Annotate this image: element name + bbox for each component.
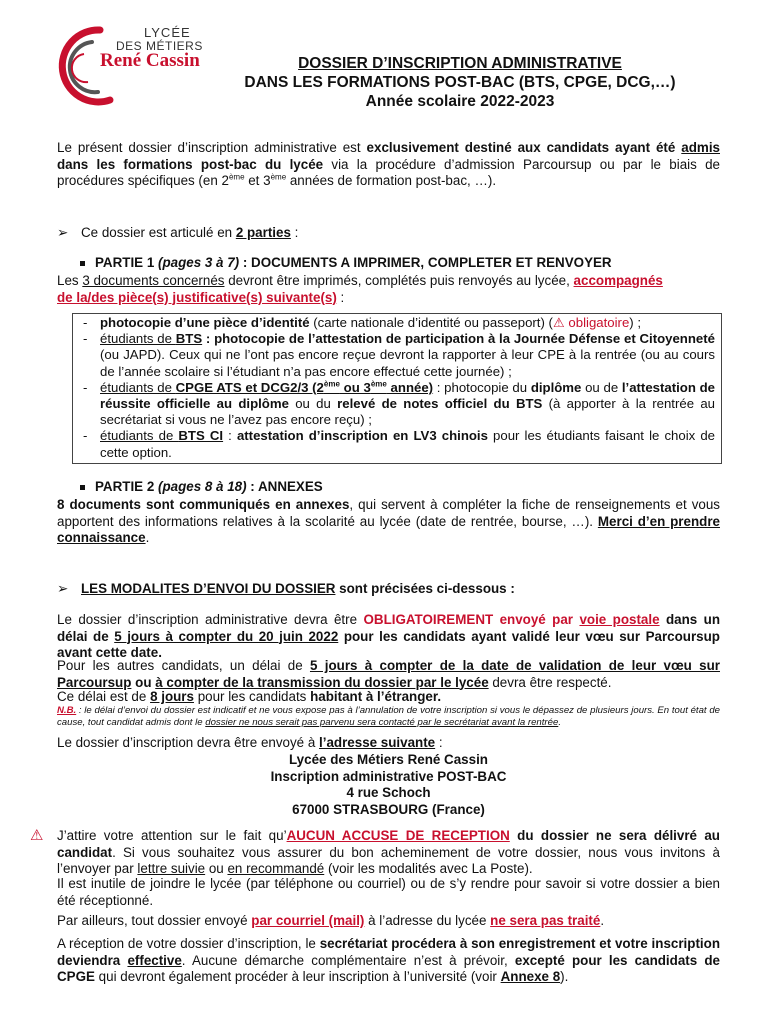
intro-paragraph: Le présent dossier d’inscription administrative est exclusivement destiné aux candidats ayant été admis dans les formations post-bac du lycée via la procédure d’admission Parcoursup ou par le biais de procédures spécifiques (en 2ème et 3ème années de formation post-bac, …). <box>57 140 720 188</box>
reception-paragraph: A réception de votre dossier d’inscription, le secrétariat procédera à son enregistrement et votre inscription deviendra effective. Aucune démarche complémentaire n’est à prévoir, excepté pour les candidats de CPGE qui devront également procéder à leur inscription à l’université (voir Annexe 8). <box>57 936 720 984</box>
arrow-bullet-icon: ➢ <box>57 581 69 596</box>
adresse-block <box>57 752 720 818</box>
envoi-paragraph-3: Ce délai est de 8 jours pour les candidats habitant à l’étranger. <box>57 689 442 704</box>
adresse-line: 67000 STRASBOURG (France) <box>292 801 485 817</box>
arrow-bullet-icon: ➢ <box>57 225 69 240</box>
courriel-paragraph: Par ailleurs, tout dossier envoyé par courriel (mail) à l’adresse du lycée ne sera pas traité. <box>57 913 605 928</box>
title-line-3: Année scolaire 2022-2023 <box>365 93 555 110</box>
part2-description: 8 documents sont communiqués en annexes, qui servent à compléter la fiche de renseignements et vous apportent des informations relatives à la scolarité au lycée (date de rentrée, bourse, …). Merci d’en prendre connaissance. <box>57 497 720 545</box>
adresse-line: 4 rue Schoch <box>346 785 431 800</box>
list-item: - étudiants de CPGE ATS et DCG2/3 (2ème ou 3ème année) : photocopie du diplôme ou de l’attestation de réussite officielle au diplôme ou du relevé de notes officiel du BTS (à apporter à la rentrée au secrétariat si vous ne l’avez pas encore reçu) ; <box>83 379 716 428</box>
adresse-intro: Le dossier d’inscription devra être envoyé à l’adresse suivante : <box>57 735 443 750</box>
structure-line: ➢ Ce dossier est articulé en 2 parties : <box>57 225 299 240</box>
title-line-2: DANS LES FORMATIONS POST-BAC (BTS, CPGE, DCG,…) <box>244 74 676 91</box>
list-item: - étudiants de BTS CI : attestation d’inscription en LV3 chinois pour les étudiants faisant le choix de cette option. <box>83 428 716 460</box>
list-item: - photocopie d’une pièce d’identité (carte nationale d’identité ou passeport) (⚠ obligatoire) ; <box>83 315 642 330</box>
envoi-paragraph: Le dossier d’inscription administrative devra être OBLIGATOIREMENT envoyé par voie postale dans un délai de 5 jours à compter du 20 juin 2022 pour les candidats ayant validé leur vœu sur Parcoursup avant cette date. <box>57 612 721 660</box>
attention-paragraph: J’attire votre attention sur le fait qu’AUCUN ACCUSE DE RECEPTION du dossier ne sera délivré au candidat. Si vous souhaitez vous assurer du bon acheminement de votre dossier, nous vous invitons à l’envoyer par lettre suivie ou en recommandé (voir les modalités avec La Poste). <box>57 828 720 876</box>
modalites-heading: ➢ LES MODALITES D’ENVOI DU DOSSIER sont précisées ci-dessous : <box>57 581 515 596</box>
documents-box <box>72 313 722 464</box>
list-item: - étudiants de BTS : photocopie de l’attestation de participation à la Journée Défense et Citoyenneté (ou JAPD). Ceux qui ne l’ont pas encore reçue devront la rapporter à leur CPE à la rentrée (ou au cours de l’année scolaire si l’étudiant n’a pas encore effectué cette journée) ; <box>83 331 715 379</box>
warning-icon: ⚠ <box>552 315 565 330</box>
nb-note: N.B. : le délai d’envoi du dossier est indicatif et ne vous expose pas à l’annulation de votre inscription si vous le dépassez de plusieurs jours. En tout état de cause, tout candidat admis dont le dossier ne nous serait pas parvenu sera contacté par le secrétariat avant la rentrée. <box>57 705 720 728</box>
logo-line-lycee: LYCÉE <box>144 25 191 40</box>
title-line-1: DOSSIER D’INSCRIPTION ADMINISTRATIVE <box>298 55 622 72</box>
page-title <box>200 54 720 111</box>
adresse-line: Inscription administrative POST-BAC <box>270 768 507 784</box>
part2-heading: PARTIE 2 (pages 8 à 18) : ANNEXES <box>80 479 720 496</box>
adresse-line: Lycée des Métiers René Cassin <box>289 752 488 767</box>
square-bullet-icon <box>80 261 85 266</box>
logo-line-metiers: DES MÉTIERS <box>116 39 203 53</box>
part1-heading: PARTIE 1 (pages 3 à 7) : DOCUMENTS A IMPRIMER, COMPLETER ET RENVOYER <box>80 255 720 272</box>
envoi-paragraph-2: Pour les autres candidats, un délai de 5 jours à compter de la date de validation de leur vœu sur Parcoursup ou à compter de la transmission du dossier par le lycée devra être respecté. <box>57 658 720 690</box>
logo-line-name: René Cassin <box>100 50 200 71</box>
part1-description: Les 3 documents concernés devront être imprimés, complétés puis renvoyés au lycée, accompagnés de la/des pièce(s) justificative(s) suivante(s) : <box>57 273 663 305</box>
warning-icon: ⚠ <box>30 827 44 844</box>
attention-paragraph-2: Il est inutile de joindre le lycée (par téléphone ou courriel) ou de s’y rendre pour savoir si votre dossier a bien été réceptionné. <box>57 876 720 908</box>
school-logo <box>40 20 215 110</box>
square-bullet-icon <box>80 485 85 490</box>
